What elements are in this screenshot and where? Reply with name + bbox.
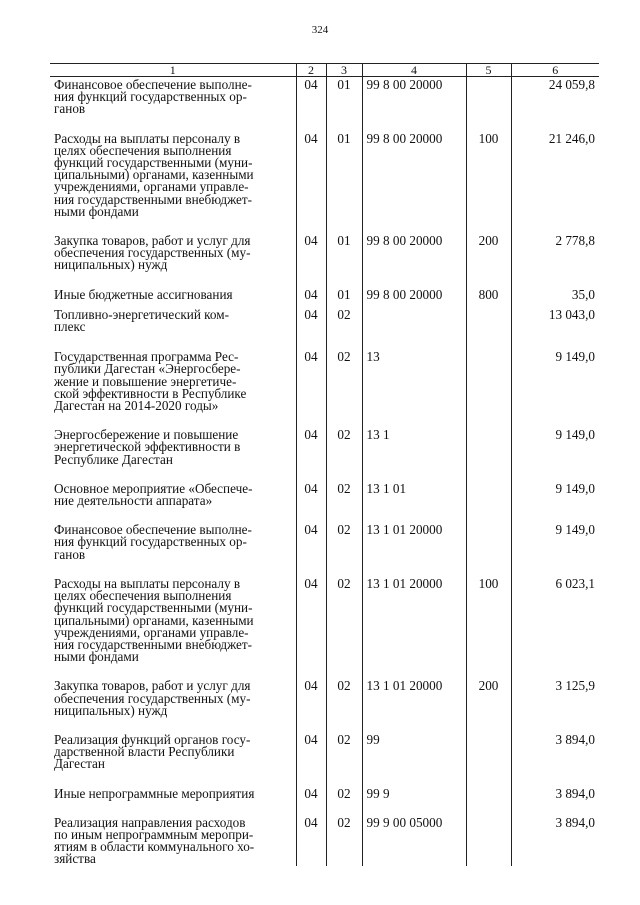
budget-item-name: Финансовое обеспечение выполне- ния функций государственных ор- ганов	[50, 77, 296, 116]
section-code: 04	[296, 663, 326, 717]
subsection-code: 02	[326, 412, 362, 466]
subsection-code: 02	[326, 561, 362, 663]
section-code: 04	[296, 116, 326, 218]
page-number: 324	[311, 24, 329, 36]
subsection-code: 01	[326, 272, 362, 301]
budget-item-name: Иные непрограммные мероприятия	[50, 771, 296, 800]
amount-value: 9 149,0	[511, 333, 599, 412]
table-row	[50, 116, 599, 218]
amount-value: 9 149,0	[511, 466, 599, 507]
header-col-2: 2	[296, 64, 326, 77]
table-row	[50, 333, 599, 412]
table-row	[50, 771, 599, 800]
section-code: 04	[296, 507, 326, 561]
amount-value: 2 778,8	[511, 218, 599, 272]
amount-value: 24 059,8	[511, 77, 599, 116]
section-code: 04	[296, 333, 326, 412]
budget-item-name: Расходы на выплаты персоналу в целях обеспечения выполнения функций государственными (муни- ципальными) органами, казенными учреждениями, органами управле- ния государственными внебюджет- ными фондами	[50, 116, 296, 218]
amount-value: 3 894,0	[511, 771, 599, 800]
expense-type-code: 100	[466, 116, 511, 218]
budget-table	[50, 63, 599, 866]
table-row	[50, 800, 599, 866]
section-code: 04	[296, 272, 326, 301]
table-row	[50, 466, 599, 507]
subsection-code: 02	[326, 301, 362, 333]
budget-item-name: Реализация функций органов госу- дарственной власти Республики Дагестан	[50, 717, 296, 771]
expense-type-code	[466, 77, 511, 116]
subsection-code: 02	[326, 663, 362, 717]
section-code: 04	[296, 771, 326, 800]
target-article-code: 13 1 01	[362, 466, 466, 507]
section-code: 04	[296, 218, 326, 272]
header-col-3: 3	[326, 64, 362, 77]
subsection-code: 02	[326, 507, 362, 561]
header-col-4: 4	[362, 64, 466, 77]
target-article-code: 99 8 00 20000	[362, 116, 466, 218]
expense-type-code	[466, 800, 511, 866]
expense-type-code: 800	[466, 272, 511, 301]
target-article-code: 99 8 00 20000	[362, 218, 466, 272]
table-row	[50, 412, 599, 466]
budget-item-name: Топливно-энергетический ком- плекс	[50, 301, 296, 333]
amount-value: 3 894,0	[511, 717, 599, 771]
amount-value: 21 246,0	[511, 116, 599, 218]
table-row	[50, 272, 599, 301]
subsection-code: 01	[326, 116, 362, 218]
section-code: 04	[296, 77, 326, 116]
subsection-code: 02	[326, 717, 362, 771]
budget-item-name: Расходы на выплаты персоналу в целях обеспечения выполнения функций государственными (муни- ципальными) органами, казенными учреждениями, органами управле- ния государственными внебюджет- ными фондами	[50, 561, 296, 663]
expense-type-code	[466, 717, 511, 771]
header-col-5: 5	[466, 64, 511, 77]
amount-value: 13 043,0	[511, 301, 599, 333]
expense-type-code	[466, 301, 511, 333]
section-code: 04	[296, 301, 326, 333]
header-col-1: 1	[50, 64, 296, 77]
budget-item-name: Основное мероприятие «Обеспече- ние деятельности аппарата»	[50, 466, 296, 507]
subsection-code: 02	[326, 771, 362, 800]
budget-item-name: Закупка товаров, работ и услуг для обеспечения государственных (му- ниципальных) нужд	[50, 663, 296, 717]
expense-type-code: 200	[466, 663, 511, 717]
table-header-row	[50, 64, 599, 77]
budget-item-name: Реализация направления расходов по иным непрограммным меропри- ятиям в области коммунального хо- зяйства	[50, 800, 296, 866]
subsection-code: 02	[326, 800, 362, 866]
budget-item-name: Иные бюджетные ассигнования	[50, 272, 296, 301]
subsection-code: 01	[326, 218, 362, 272]
amount-value: 9 149,0	[511, 412, 599, 466]
target-article-code: 13 1	[362, 412, 466, 466]
budget-item-name: Финансовое обеспечение выполне- ния функций государственных ор- ганов	[50, 507, 296, 561]
section-code: 04	[296, 412, 326, 466]
section-code: 04	[296, 561, 326, 663]
budget-item-name: Закупка товаров, работ и услуг для обеспечения государственных (му- ниципальных) нужд	[50, 218, 296, 272]
section-code: 04	[296, 717, 326, 771]
target-article-code: 99 9 00 05000	[362, 800, 466, 866]
expense-type-code	[466, 507, 511, 561]
section-code: 04	[296, 466, 326, 507]
table-row	[50, 561, 599, 663]
amount-value: 9 149,0	[511, 507, 599, 561]
target-article-code: 99 9	[362, 771, 466, 800]
amount-value: 35,0	[511, 272, 599, 301]
target-article-code: 99 8 00 20000	[362, 77, 466, 116]
target-article-code	[362, 301, 466, 333]
header-col-6: 6	[511, 64, 599, 77]
table-row	[50, 663, 599, 717]
section-code: 04	[296, 800, 326, 866]
subsection-code: 02	[326, 466, 362, 507]
table-row	[50, 717, 599, 771]
target-article-code: 13	[362, 333, 466, 412]
amount-value: 3 894,0	[511, 800, 599, 866]
target-article-code: 99	[362, 717, 466, 771]
table-row	[50, 77, 599, 116]
table-row	[50, 507, 599, 561]
expense-type-code: 200	[466, 218, 511, 272]
budget-item-name: Государственная программа Рес- публики Дагестан «Энергосбере- жение и повышение энергетиче- ской эффективности в Республике Дагестан на 2014-2020 годы»	[50, 333, 296, 412]
expense-type-code	[466, 412, 511, 466]
table-row	[50, 301, 599, 333]
amount-value: 6 023,1	[511, 561, 599, 663]
target-article-code: 13 1 01 20000	[362, 561, 466, 663]
expense-type-code	[466, 466, 511, 507]
target-article-code: 99 8 00 20000	[362, 272, 466, 301]
amount-value: 3 125,9	[511, 663, 599, 717]
table-row	[50, 218, 599, 272]
subsection-code: 01	[326, 77, 362, 116]
subsection-code: 02	[326, 333, 362, 412]
budget-item-name: Энергосбережение и повышение энергетической эффективности в Республике Дагестан	[50, 412, 296, 466]
expense-type-code: 100	[466, 561, 511, 663]
target-article-code: 13 1 01 20000	[362, 663, 466, 717]
target-article-code: 13 1 01 20000	[362, 507, 466, 561]
expense-type-code	[466, 771, 511, 800]
expense-type-code	[466, 333, 511, 412]
